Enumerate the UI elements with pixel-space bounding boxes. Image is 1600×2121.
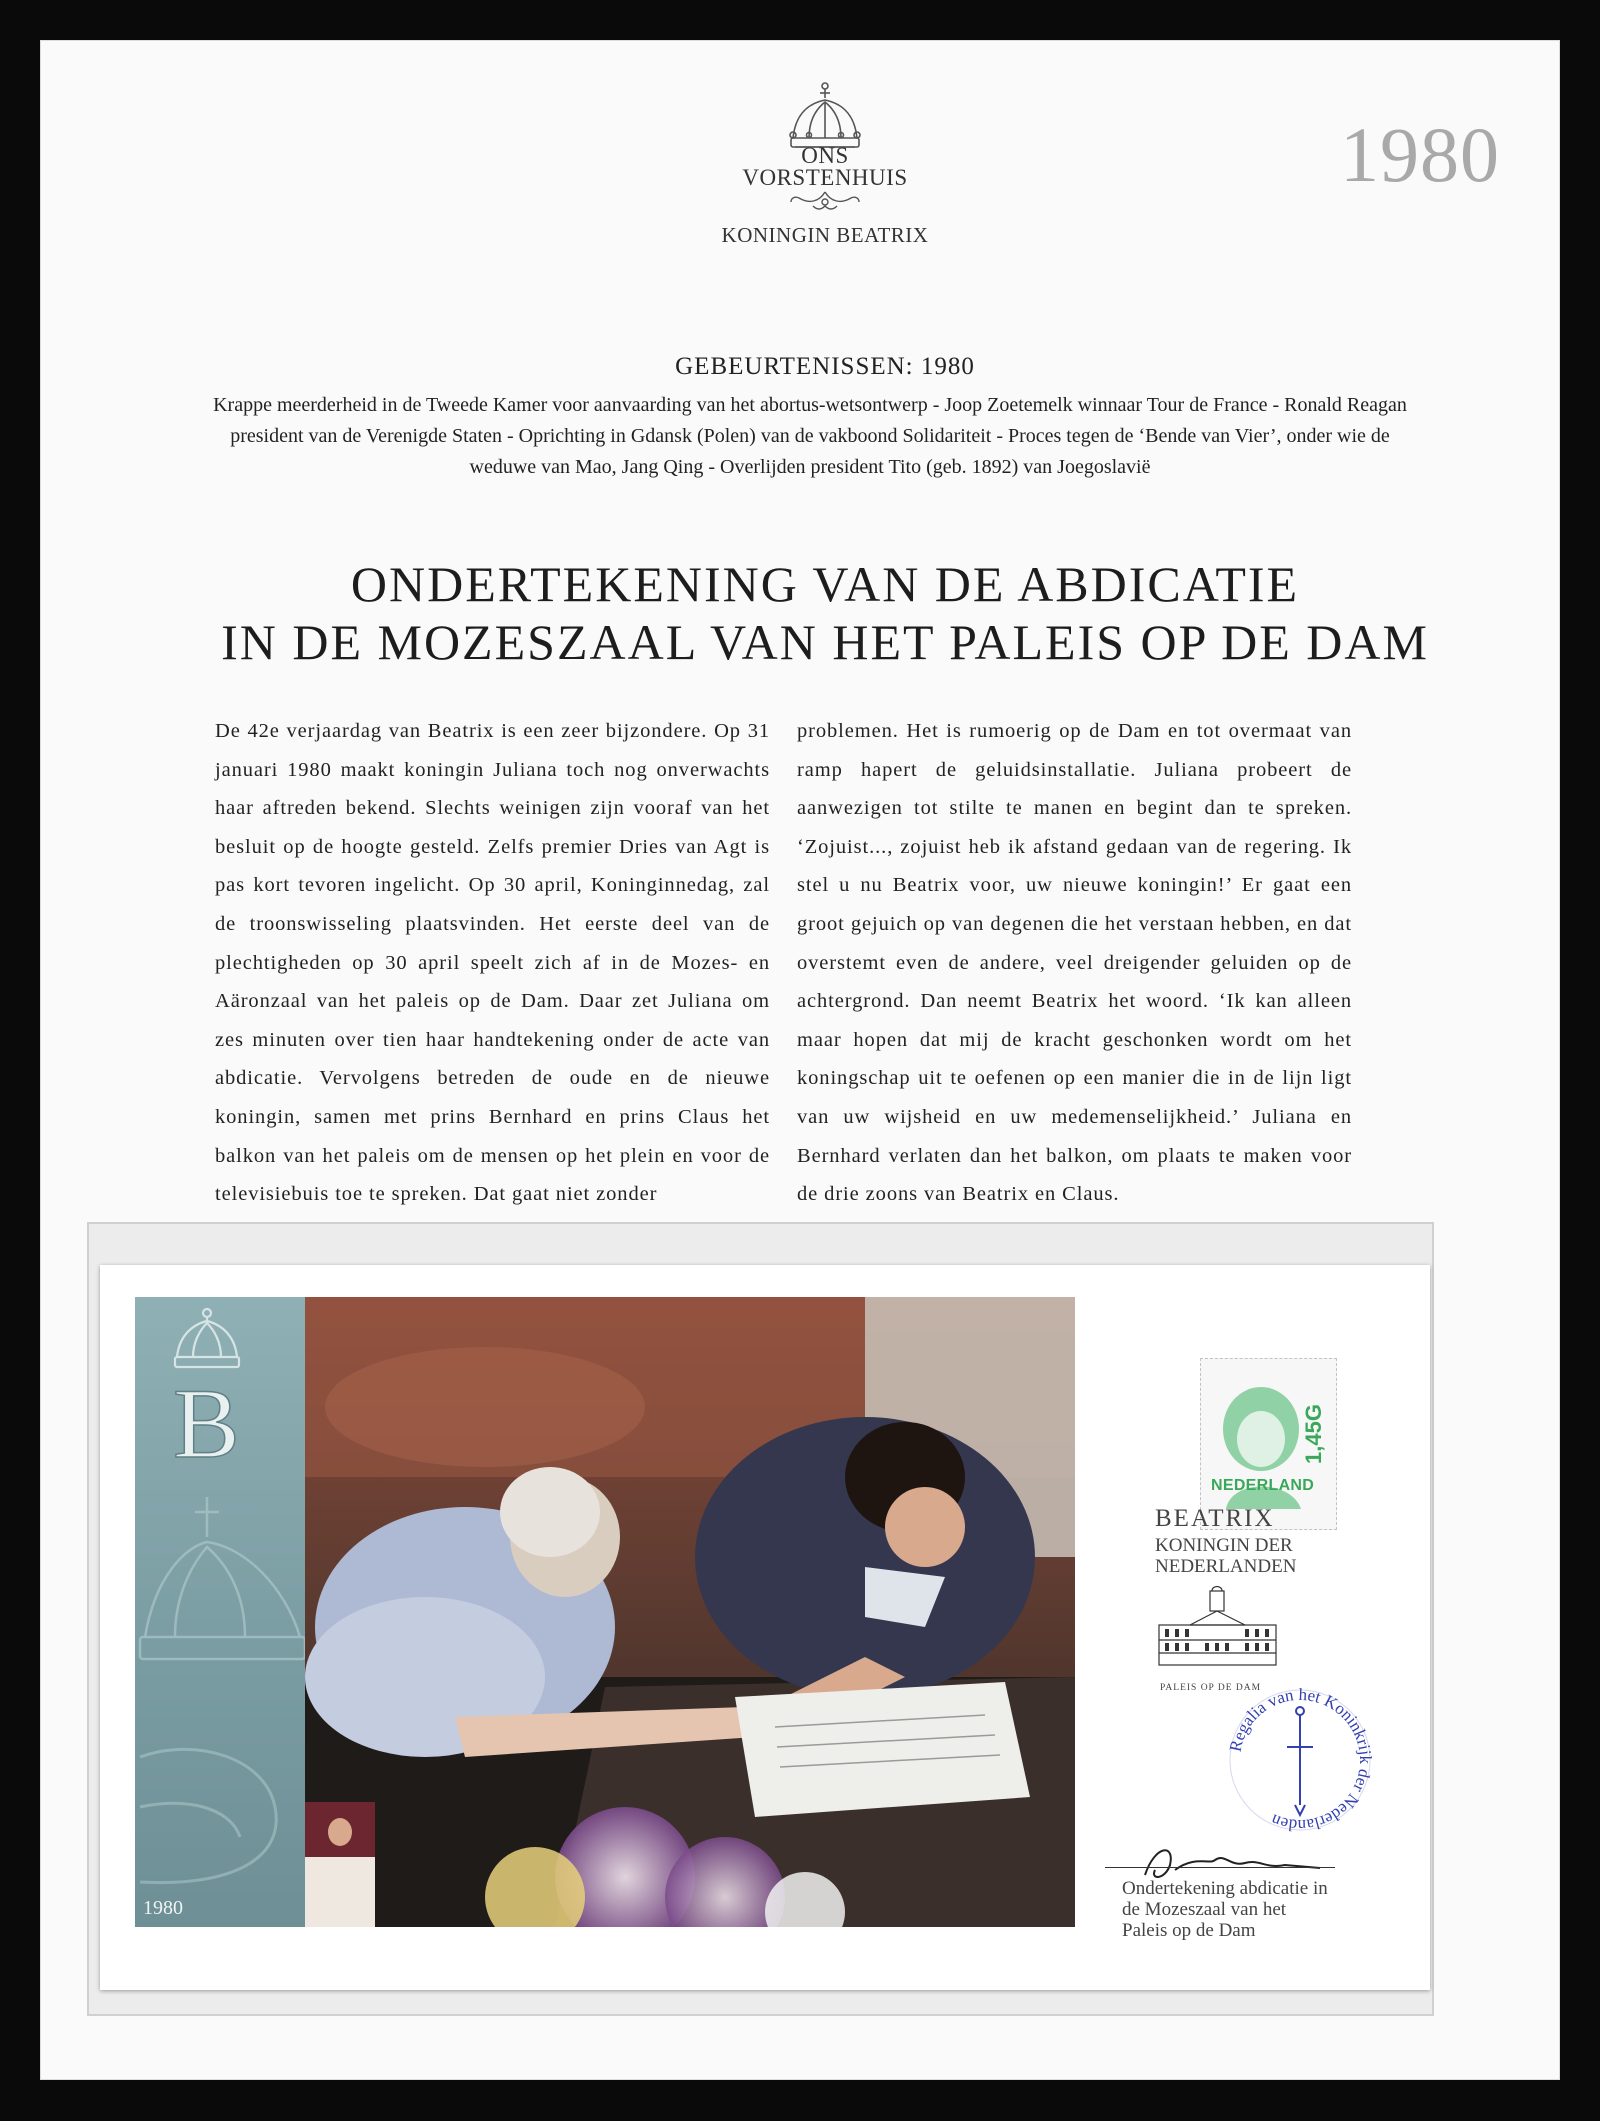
album-page [40,40,1560,2080]
article-column-right: problemen. Het is rumoerig op de Dam en tot overmaat van ramp hapert de geluidsinstallatie. Juliana probeert de aanwezigen tot stilte te manen en begint dan te spreken. ‘Zojuist..., zojuist heb ik afstand gedaan van de regering. Ik stel u nu Beatrix voor, uw nieuwe koningin!’ Er gaat een groot gejuich op van degenen die het verstaan hebben, en dat overstemt even de andere, veel dreigender geluiden op de achtergrond. Dan neemt Beatrix het woord. ‘Ik kan alleen maar hopen dat mij de kracht geschonken wordt om het koningschap uit te oefenen op een manier die in de lijn ligt van uw wijsheid en uw medemenselijkheid.’ Juliana en Bernhard verlaten dan het balkon, om plaats te maken voor de drie zoons van Beatrix en Claus. [797,720,1352,1206]
page-year: 1980 [1340,111,1500,198]
regalia-seal [1225,1685,1375,1835]
cover-year: 1980 [143,1897,183,1919]
cover-caption [1122,1878,1422,1941]
cover-name: BEATRIX [1155,1505,1275,1532]
title-line-2: IN DE MOZESZAAL VAN HET PALEIS OP DE DAM [221,614,1429,670]
stamp-value: 1,45G [1301,1404,1326,1464]
events-text: Krappe meerderheid in de Tweede Kamer voor aanvaarding van het abortus-wetsontwerp - Joop Zoetemelk winnaar Tour de France - Ronald Reagan president van de Verenigde Staten - Oprichting in Gdansk (Polen) van de vakboond Solidariteit - Proces tegen de ‘Bende van Vier’, onder wie de weduwe van Mao, Jang Qing - Overlijden president Tito (geb. 1892) van Joegoslavië [213,394,1407,478]
ornament-flourish-icon [785,188,865,212]
cover-subtitle-line-2: NEDERLANDEN [1155,1556,1297,1577]
cover-caption-line-3: Paleis op de Dam [1122,1920,1256,1941]
first-day-cover [100,1265,1430,1990]
brand-line-2: VORSTENHUIS [742,165,908,190]
page-title [140,555,1510,671]
brand-line-1: ONS [801,143,849,168]
monogram-crown-icon [135,1297,305,1927]
cover-subtitle-line-1: KONINGIN DER [1155,1535,1293,1556]
subtitle: KONINGIN BEATRIX [721,223,929,247]
brand-logotype [640,145,1010,189]
events-heading: GEBEURTENISSEN: 1980 [675,353,975,380]
signature-line [1105,1867,1335,1868]
palace-label: PALEIS OP DE DAM [1160,1683,1262,1693]
signing-photo [305,1297,1075,1927]
article-column-left: De 42e verjaardag van Beatrix is een zeer bijzondere. Op 31 januari 1980 maakt koningin Juliana toch nog onverwachts haar aftreden bekend. Slechts weinigen zijn vooraf van het besluit op de hoogte gesteld. Zelfs premier Dries van Agt is pas kort tevoren ingelicht. Op 30 april, Koninginnedag, zal de troonswisseling plaatsvinden. Het eerste deel van de plechtigheden op 30 april speelt zich af in de Mozes- en Aäronzaal van het paleis op de Dam. Daar zet Juliana om zes minuten over tien haar handtekening onder de acte van abdicatie. Vervolgens betreden de oude en de nieuwe koningin, samen met prins Bernhard en prins Claus het balkon van het paleis om de mensen op het plein en voor de televisiebuis toe te spreken. Dat gaat niet zonder [215,720,770,1206]
palace-icon [1155,1585,1280,1670]
cover-caption-line-2: de Mozeszaal van het [1122,1899,1287,1920]
stamp-country: NEDERLAND [1211,1477,1315,1494]
seal-text: Regalia van het Koninkrijk der Nederlanden [1225,1685,1375,1835]
cover-caption-line-1: Ondertekening abdicatie in [1122,1878,1328,1899]
cover-subtitle [1155,1535,1296,1577]
teal-side-panel [135,1297,305,1927]
monogram-letter: B [173,1368,240,1479]
title-line-1: ONDERTEKENING VAN DE ABDICATIE [350,556,1300,612]
